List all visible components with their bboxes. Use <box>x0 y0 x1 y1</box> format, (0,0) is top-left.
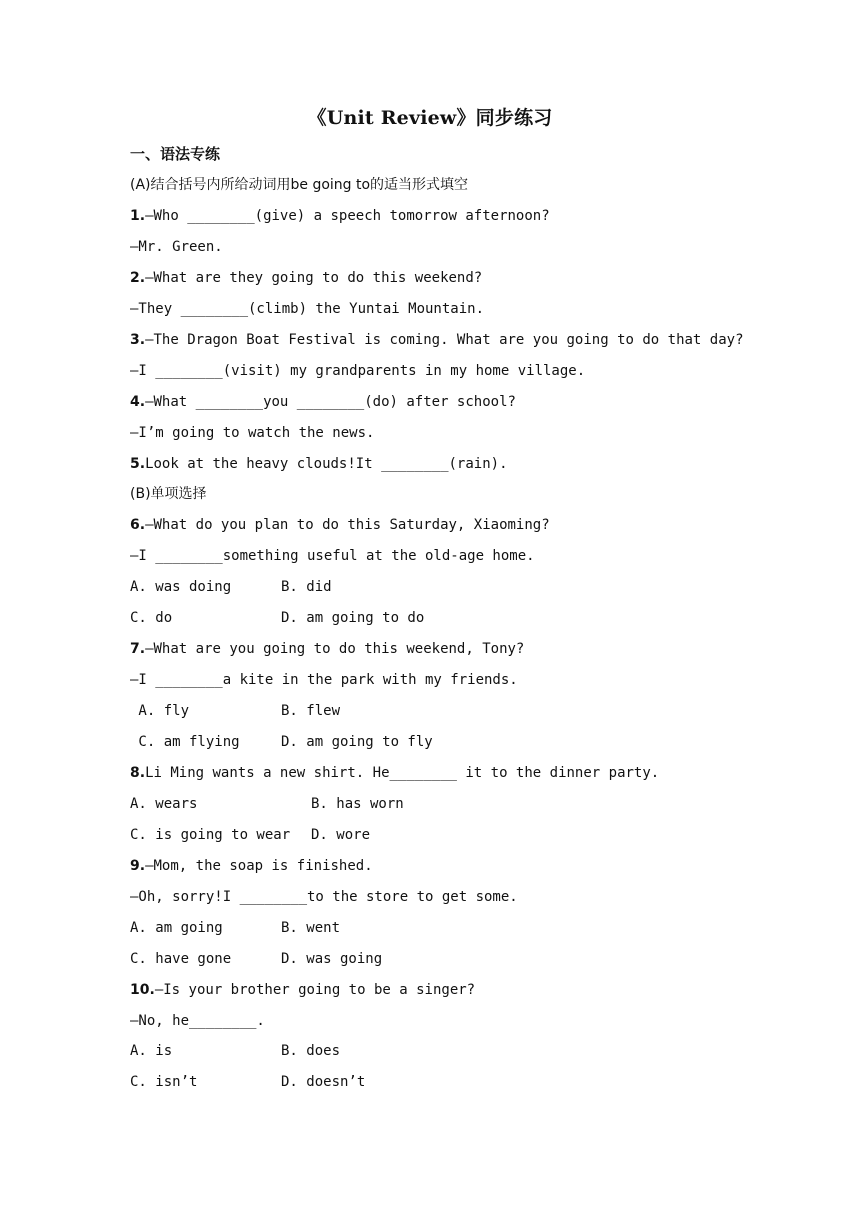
question-5 <box>130 453 508 475</box>
option-c: C. do <box>130 610 173 626</box>
question-10 <box>130 979 475 1001</box>
question-text: —Who ________(give) a speech tomorrow afternoon? <box>145 208 550 224</box>
answer-line: —Oh, sorry!I ________to the store to get some. <box>130 889 518 905</box>
question-text: Li Ming wants a new shirt. He________ it to the dinner party. <box>145 765 660 781</box>
question-text: —Mom, the soap is finished. <box>145 858 373 874</box>
question-1 <box>130 205 550 227</box>
question-text: —Is your brother going to be a singer? <box>154 982 476 998</box>
question-number: 8. <box>130 765 146 781</box>
answer-line: —I’m going to watch the news. <box>130 425 375 441</box>
question-number: 5. <box>130 456 146 472</box>
option-b: B. does <box>281 1043 341 1059</box>
question-text: Look at the heavy clouds!It ________(rain). <box>145 456 508 472</box>
question-text: —What do you plan to do this Saturday, Xiaoming? <box>145 517 550 533</box>
answer-line: —I ________(visit) my grandparents in my home village. <box>130 363 586 379</box>
option-c: C. am flying <box>130 734 240 750</box>
part-b-instruction: (B)单项选择 <box>130 486 207 502</box>
option-a: A. wears <box>130 796 198 812</box>
option-a: A. is <box>130 1043 173 1059</box>
question-7 <box>130 638 524 660</box>
question-number: 2. <box>130 270 146 286</box>
option-d: D. am going to do <box>281 610 425 626</box>
question-number: 7. <box>130 641 146 657</box>
question-text: —The Dragon Boat Festival is coming. What are you going to do that day? <box>145 332 744 348</box>
option-d: D. was going <box>281 951 383 967</box>
question-number: 4. <box>130 394 146 410</box>
question-number: 1. <box>130 208 146 224</box>
question-4 <box>130 391 516 413</box>
option-b: B. went <box>281 920 341 936</box>
answer-line: —No, he________. <box>130 1013 265 1029</box>
question-number: 10. <box>130 982 155 998</box>
option-a: A. fly <box>130 703 190 719</box>
option-b: B. flew <box>281 703 341 719</box>
question-6 <box>130 514 550 536</box>
option-d: D. doesn’t <box>281 1074 366 1090</box>
option-c: C. isn’t <box>130 1074 198 1090</box>
option-d: D. am going to fly <box>281 734 433 750</box>
question-number: 3. <box>130 332 146 348</box>
document-title: 《Unit Review》同步练习 <box>307 107 553 129</box>
question-text: —What are they going to do this weekend? <box>145 270 483 286</box>
option-b: B. has worn <box>311 796 404 812</box>
question-8 <box>130 762 659 784</box>
answer-line: —They ________(climb) the Yuntai Mountain. <box>130 301 485 317</box>
option-a: A. was doing <box>130 579 232 595</box>
question-text: —What are you going to do this weekend, Tony? <box>145 641 525 657</box>
part-a-instruction: (A)结合括号内所给动词用be going to的适当形式填空 <box>130 177 469 193</box>
option-c: C. have gone <box>130 951 232 967</box>
question-text: —What ________you ________(do) after school? <box>145 394 516 410</box>
question-2 <box>130 267 482 289</box>
question-3 <box>130 329 744 351</box>
section-heading: 一、语法专练 <box>130 145 221 163</box>
question-number: 9. <box>130 858 146 874</box>
answer-line: —Mr. Green. <box>130 239 223 255</box>
option-d: D. wore <box>311 827 371 843</box>
option-b: B. did <box>281 579 332 595</box>
option-c: C. is going to wear <box>130 827 291 843</box>
option-a: A. am going <box>130 920 223 936</box>
question-number: 6. <box>130 517 146 533</box>
answer-line: —I ________something useful at the old-age home. <box>130 548 535 564</box>
answer-line: —I ________a kite in the park with my friends. <box>130 672 518 688</box>
question-9 <box>130 855 373 877</box>
